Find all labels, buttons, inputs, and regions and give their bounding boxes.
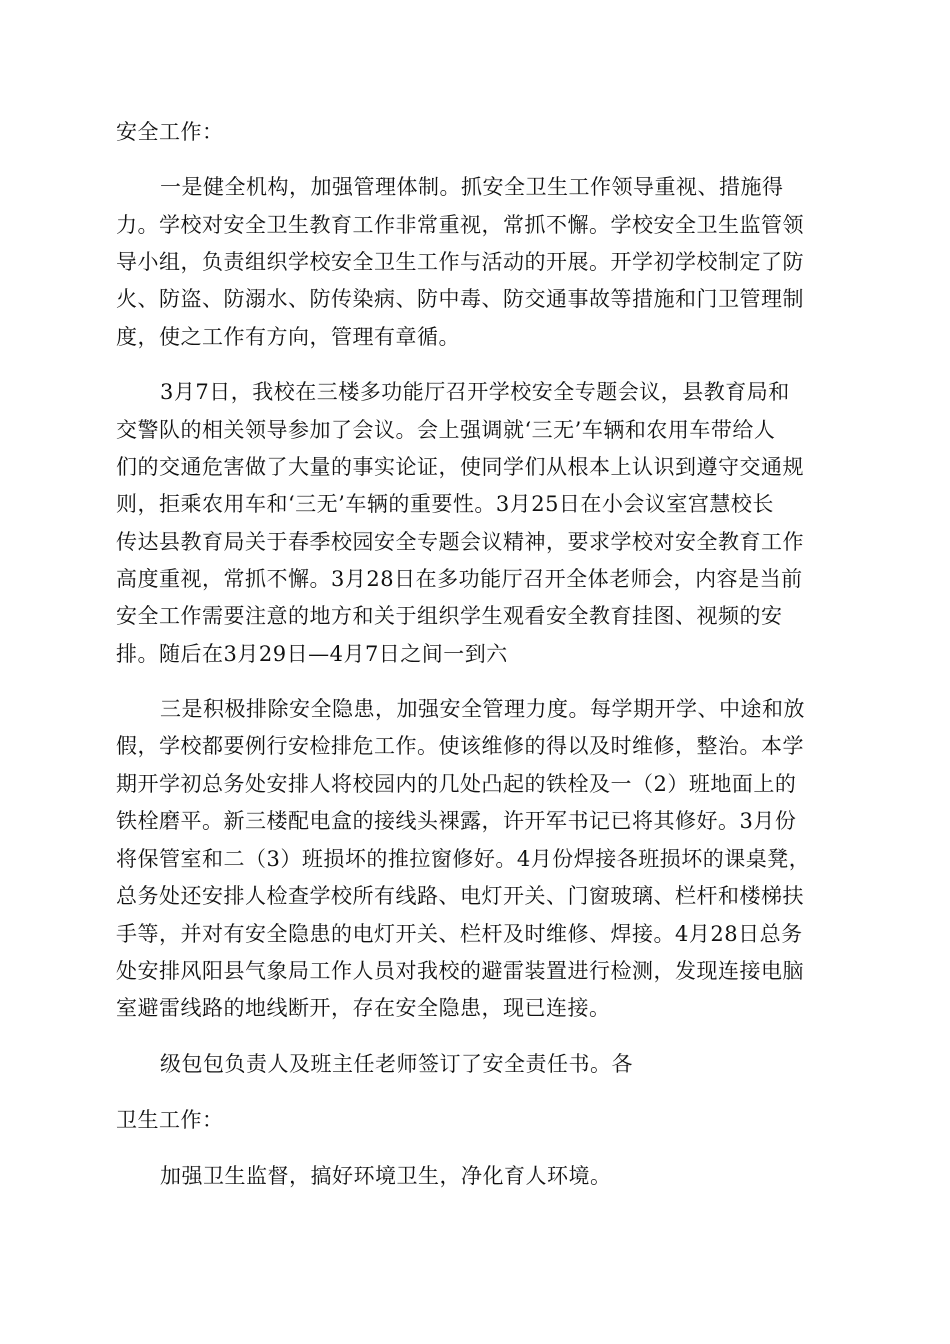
paragraph-line: 们的交通危害做了大量的事实论证，使同学们从根本上认识到遵守交通规 (116, 455, 804, 479)
paragraph-line: 室避雷线路的地线断开，存在安全隐患，现已连接。 (116, 996, 611, 1020)
paragraph-line: 3月7日，我校在三楼多功能厅召开学校安全专题会议，县教育局和 (160, 380, 790, 404)
paragraph-line: 火、防盗、防溺水、防传染病、防中毒、防交通事故等措施和门卫管理制 (116, 287, 804, 311)
paragraph-line: 总务处还安排人检查学校所有线路、电灯开关、门窗玻璃、栏杆和楼梯扶 (116, 884, 804, 908)
paragraph-line: 安全工作需要注意的地方和关于组织学生观看安全教育挂图、视频的安 (116, 604, 783, 628)
section-heading-hygiene: 卫生工作： (116, 1108, 224, 1132)
paragraph-line: 传达县教育局关于春季校园安全专题会议精神，要求学校对安全教育工作 (116, 530, 804, 554)
paragraph-line: 导小组，负责组织学校安全卫生工作与活动的开展。开学初学校制定了防 (116, 250, 804, 274)
paragraph-line: 交警队的相关领导参加了会议。会上强调就‘三无’车辆和农用车带给人 (116, 418, 776, 442)
paragraph-line: 期开学初总务处安排人将校园内的几处凸起的铁栓及一（2）班地面上的 (116, 772, 797, 796)
paragraph-line: 则，拒乘农用车和‘三无’车辆的重要性。3月25日在小会议室宫慧校长 (116, 492, 774, 516)
paragraph-line: 排。随后在3月29日—4月7日之间一到六 (116, 642, 508, 666)
paragraph-line: 度，使之工作有方向，管理有章循。 (116, 325, 460, 349)
paragraph-line: 铁栓磨平。新三楼配电盒的接线头裸露，许开军书记已将其修好。3月份 (116, 809, 797, 833)
paragraph-line: 假，学校都要例行安检排危工作。使该维修的得以及时维修，整治。本学 (116, 734, 804, 758)
paragraph-line: 将保管室和二（3）班损坏的推拉窗修好。4月份焊接各班损坏的课桌凳， (116, 847, 811, 871)
paragraph-line: 加强卫生监督，搞好环境卫生，净化育人环境。 (160, 1164, 612, 1188)
paragraph-line: 三是积极排除安全隐患，加强安全管理力度。每学期开学、中途和放 (160, 697, 805, 721)
paragraph-line: 级包包负责人及班主任老师签订了安全责任书。各 (160, 1052, 633, 1076)
paragraph-line: 一是健全机构，加强管理体制。抓安全卫生工作领导重视、措施得 (160, 175, 784, 199)
paragraph-line: 力。学校对安全卫生教育工作非常重视，常抓不懈。学校安全卫生监管领 (116, 213, 804, 237)
section-heading-safety: 安全工作： (116, 120, 224, 144)
paragraph-line: 手等，并对有安全隐患的电灯开关、栏杆及时维修、焊接。4月28日总务 (116, 922, 803, 946)
paragraph-line: 高度重视，常抓不懈。3月28日在多功能厅召开全体老师会，内容是当前 (116, 567, 803, 591)
paragraph-line: 处安排风阳县气象局工作人员对我校的避雷装置进行检测，发现连接电脑 (116, 959, 804, 983)
